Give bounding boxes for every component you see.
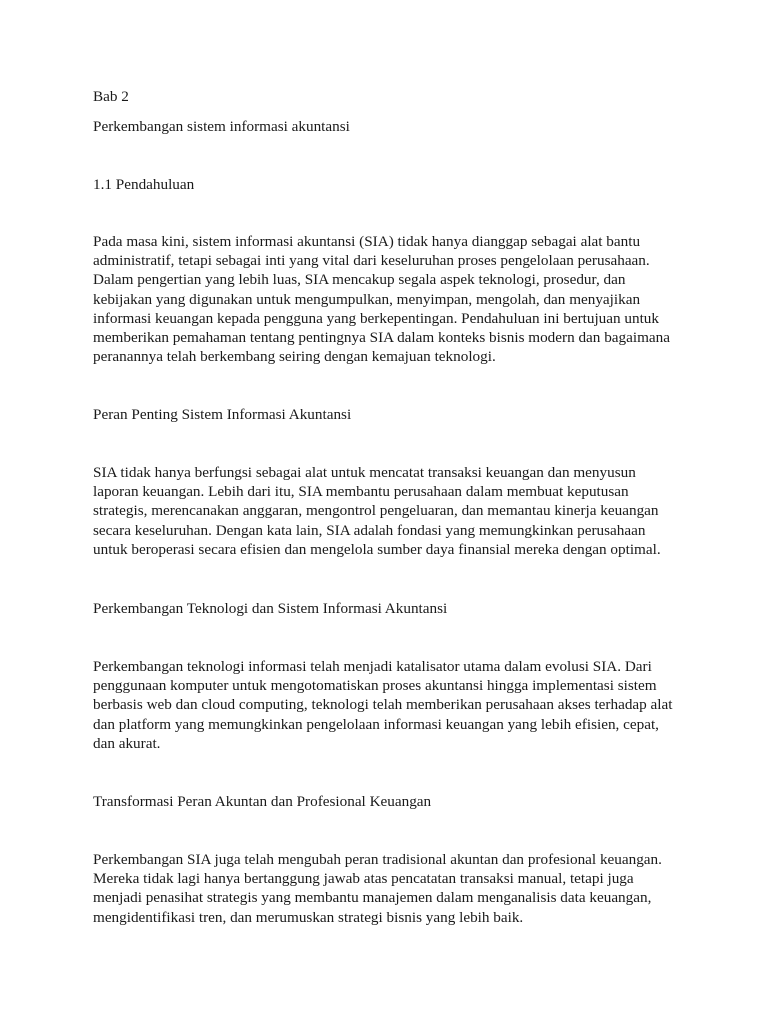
chapter-label: Bab 2 bbox=[93, 88, 129, 105]
section-body-teknologi: Perkembangan teknologi informasi telah menjadi katalisator utama dalam evolusi SIA. Dari penggunaan komputer untuk mengotomatiskan proses akuntansi hingga implementasi sistem berbasis web dan cloud computing, teknologi telah memberikan perusahaan akses terhadap alat dan platform yang memungkinkan pengelolaan informasi keuangan yang lebih efisien, cepat, dan akurat. bbox=[93, 658, 673, 752]
section-heading-peran: Peran Penting Sistem Informasi Akuntansi bbox=[93, 406, 352, 423]
section-body-transformasi: Perkembangan SIA juga telah mengubah peran tradisional akuntan dan profesional keuangan. Mereka tidak lagi hanya bertanggung jawab atas pencatatan transaksi manual, tetapi juga menjadi penasihat strategis yang membantu manajemen dalam menganalisis data keuangan, mengidentifikasi tren, dan merumuskan strategi bisnis yang lebih baik. bbox=[93, 851, 662, 926]
section-body-peran: SIA tidak hanya berfungsi sebagai alat untuk mencatat transaksi keuangan dan menyusun laporan keuangan. Lebih dari itu, SIA membantu perusahaan dalam membuat keputusan strategis, merencanakan anggaran, mengontrol pengeluaran, dan memantau kinerja keuangan secara keseluruhan. Dengan kata lain, SIA adalah fondasi yang memungkinkan perusahaan untuk beroperasi secara efisien dan mengelola sumber daya finansial mereka dengan optimal. bbox=[93, 464, 661, 558]
section-body-pendahuluan: Pada masa kini, sistem informasi akuntansi (SIA) tidak hanya dianggap sebagai alat bantu administratif, tetapi sebagai inti yang vital dari keseluruhan proses pengelolaan perusahaan. Dalam pengertian yang lebih luas, SIA mencakup segala aspek teknologi, prosedur, dan kebijakan yang digunakan untuk mengumpulkan, menyimpan, mengolah, dan menyajikan informasi keuangan kepada pengguna yang berkepentingan. Pendahuluan ini bertujuan untuk memberikan pemahaman tentang pentingnya SIA dalam konteks bisnis modern dan bagaimana peranannya telah berkembang seiring dengan kemajuan teknologi. bbox=[93, 233, 670, 366]
section-heading-teknologi: Perkembangan Teknologi dan Sistem Informasi Akuntansi bbox=[93, 600, 448, 617]
document-title: Perkembangan sistem informasi akuntansi bbox=[93, 118, 350, 135]
section-heading-pendahuluan: 1.1 Pendahuluan bbox=[93, 176, 195, 193]
section-heading-transformasi: Transformasi Peran Akuntan dan Profesional Keuangan bbox=[93, 793, 432, 810]
